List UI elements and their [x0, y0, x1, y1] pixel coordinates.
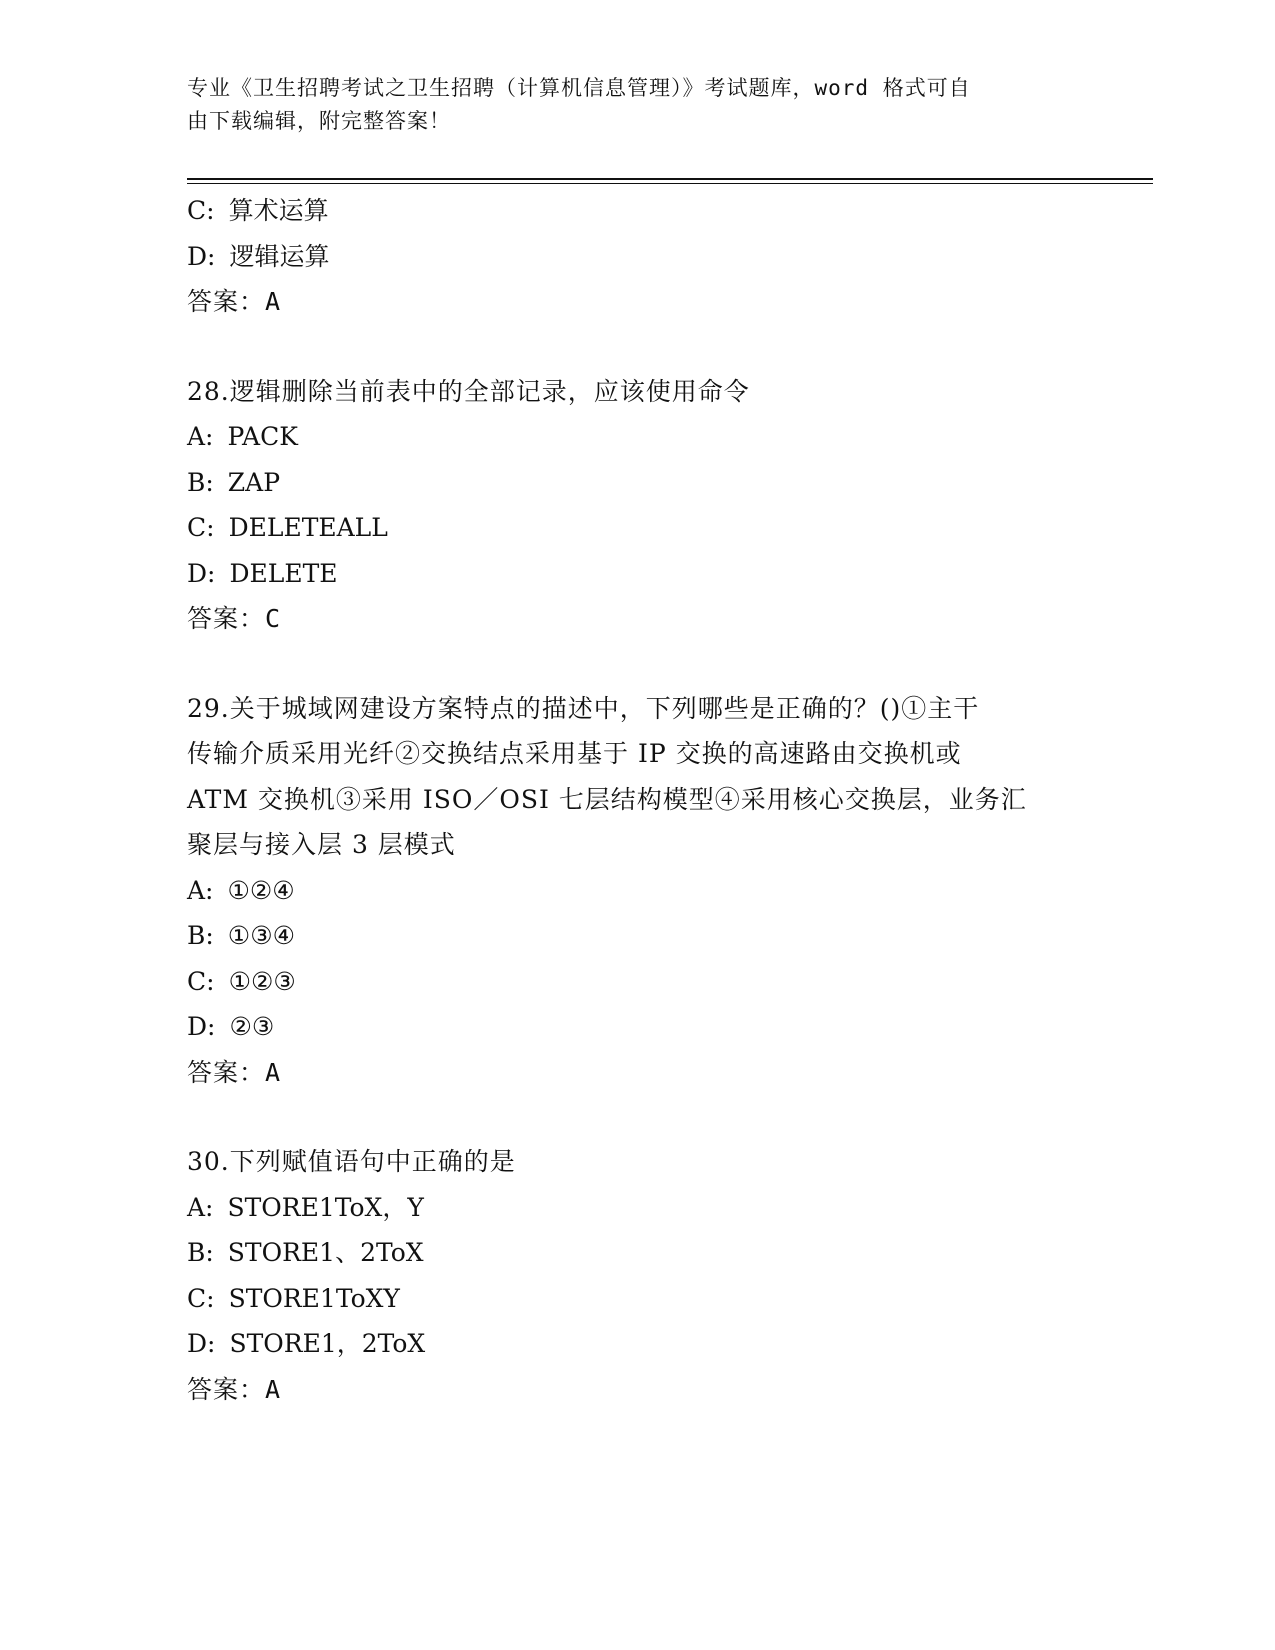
option-c: [187, 959, 1087, 1005]
question-28: [187, 369, 1087, 642]
option-c: [187, 505, 1087, 551]
answer-line: 答案：A: [187, 287, 282, 316]
option-c: [187, 1276, 1087, 1322]
option-label: C:: [187, 966, 215, 996]
option-label: C:: [187, 196, 215, 225]
option-text: ①②③: [228, 966, 296, 996]
option-label: B:: [187, 467, 214, 497]
option-label: A:: [187, 875, 214, 905]
spacer: [187, 642, 1087, 686]
option-d: [187, 551, 1087, 597]
option-text: STORE1ToX，Y: [227, 1192, 424, 1222]
question-stem: 30.下列赋值语句中正确的是: [187, 1147, 516, 1176]
question-27-continued: [187, 188, 1087, 325]
header-divider-thick: [187, 178, 1153, 180]
option-label: C:: [187, 1283, 215, 1313]
option-text: DELETEALL: [228, 513, 388, 542]
question-stem-line: 29.关于城域网建设方案特点的描述中，下列哪些是正确的？()①主干: [187, 693, 980, 723]
header-divider-thin: [187, 183, 1153, 184]
option-b: [187, 460, 1087, 506]
option-text: DELETE: [229, 558, 338, 588]
question-30: [187, 1139, 1087, 1412]
option-text: 算术运算: [228, 196, 329, 225]
option-label: D:: [187, 241, 216, 271]
option-b: [187, 1230, 1087, 1276]
option-d: [187, 1321, 1087, 1367]
answer-line: 答案：A: [187, 1057, 282, 1087]
option-label: B:: [187, 1238, 214, 1267]
header-line-1: 专业《卫生招聘考试之卫生招聘（计算机信息管理）》考试题库，word 格式可自: [187, 76, 971, 100]
option-text: ①②④: [227, 875, 295, 905]
option-text: ZAP: [227, 467, 281, 497]
answer-line: 答案：A: [187, 1374, 282, 1404]
option-d: [187, 1004, 1087, 1050]
option-b: [187, 913, 1087, 959]
option-a: [187, 1185, 1087, 1231]
header-line-2: 由下载编辑，附完整答案！: [187, 109, 451, 133]
option-text: STORE1ToXY: [228, 1283, 400, 1313]
option-text: 逻辑运算: [229, 241, 330, 271]
option-text: STORE1，2ToX: [229, 1329, 426, 1358]
spacer: [187, 325, 1087, 369]
spacer: [187, 1095, 1087, 1139]
question-list: [187, 188, 1087, 1412]
question-stem-line: ATM 交换机③采用 ISO／OSI 七层结构模型④采用核心交换层，业务汇: [187, 784, 1027, 814]
question-29: [187, 686, 1087, 1096]
option-a: [187, 868, 1087, 914]
page-header: [187, 72, 1077, 138]
option-text: PACK: [227, 422, 298, 451]
option-label: C:: [187, 513, 215, 542]
option-text: ②③: [229, 1012, 275, 1041]
option-text: ①③④: [227, 921, 296, 950]
option-d: [187, 234, 1087, 280]
question-stem-line: 聚层与接入层 3 层模式: [187, 830, 456, 859]
answer-line: 答案：C: [187, 604, 282, 633]
question-stem-line: 传输介质采用光纤②交换结点采用基于 IP 交换的高速路由交换机或: [187, 739, 962, 768]
option-c: [187, 188, 1087, 234]
option-label: D:: [187, 558, 216, 588]
option-label: B:: [187, 921, 214, 950]
option-a: [187, 414, 1087, 460]
option-text: STORE1、2ToX: [227, 1238, 424, 1267]
question-stem: 28.逻辑删除当前表中的全部记录，应该使用命令: [187, 376, 750, 406]
option-label: D:: [187, 1012, 216, 1041]
option-label: D:: [187, 1329, 216, 1358]
option-label: A:: [187, 1192, 214, 1222]
option-label: A:: [187, 422, 214, 451]
